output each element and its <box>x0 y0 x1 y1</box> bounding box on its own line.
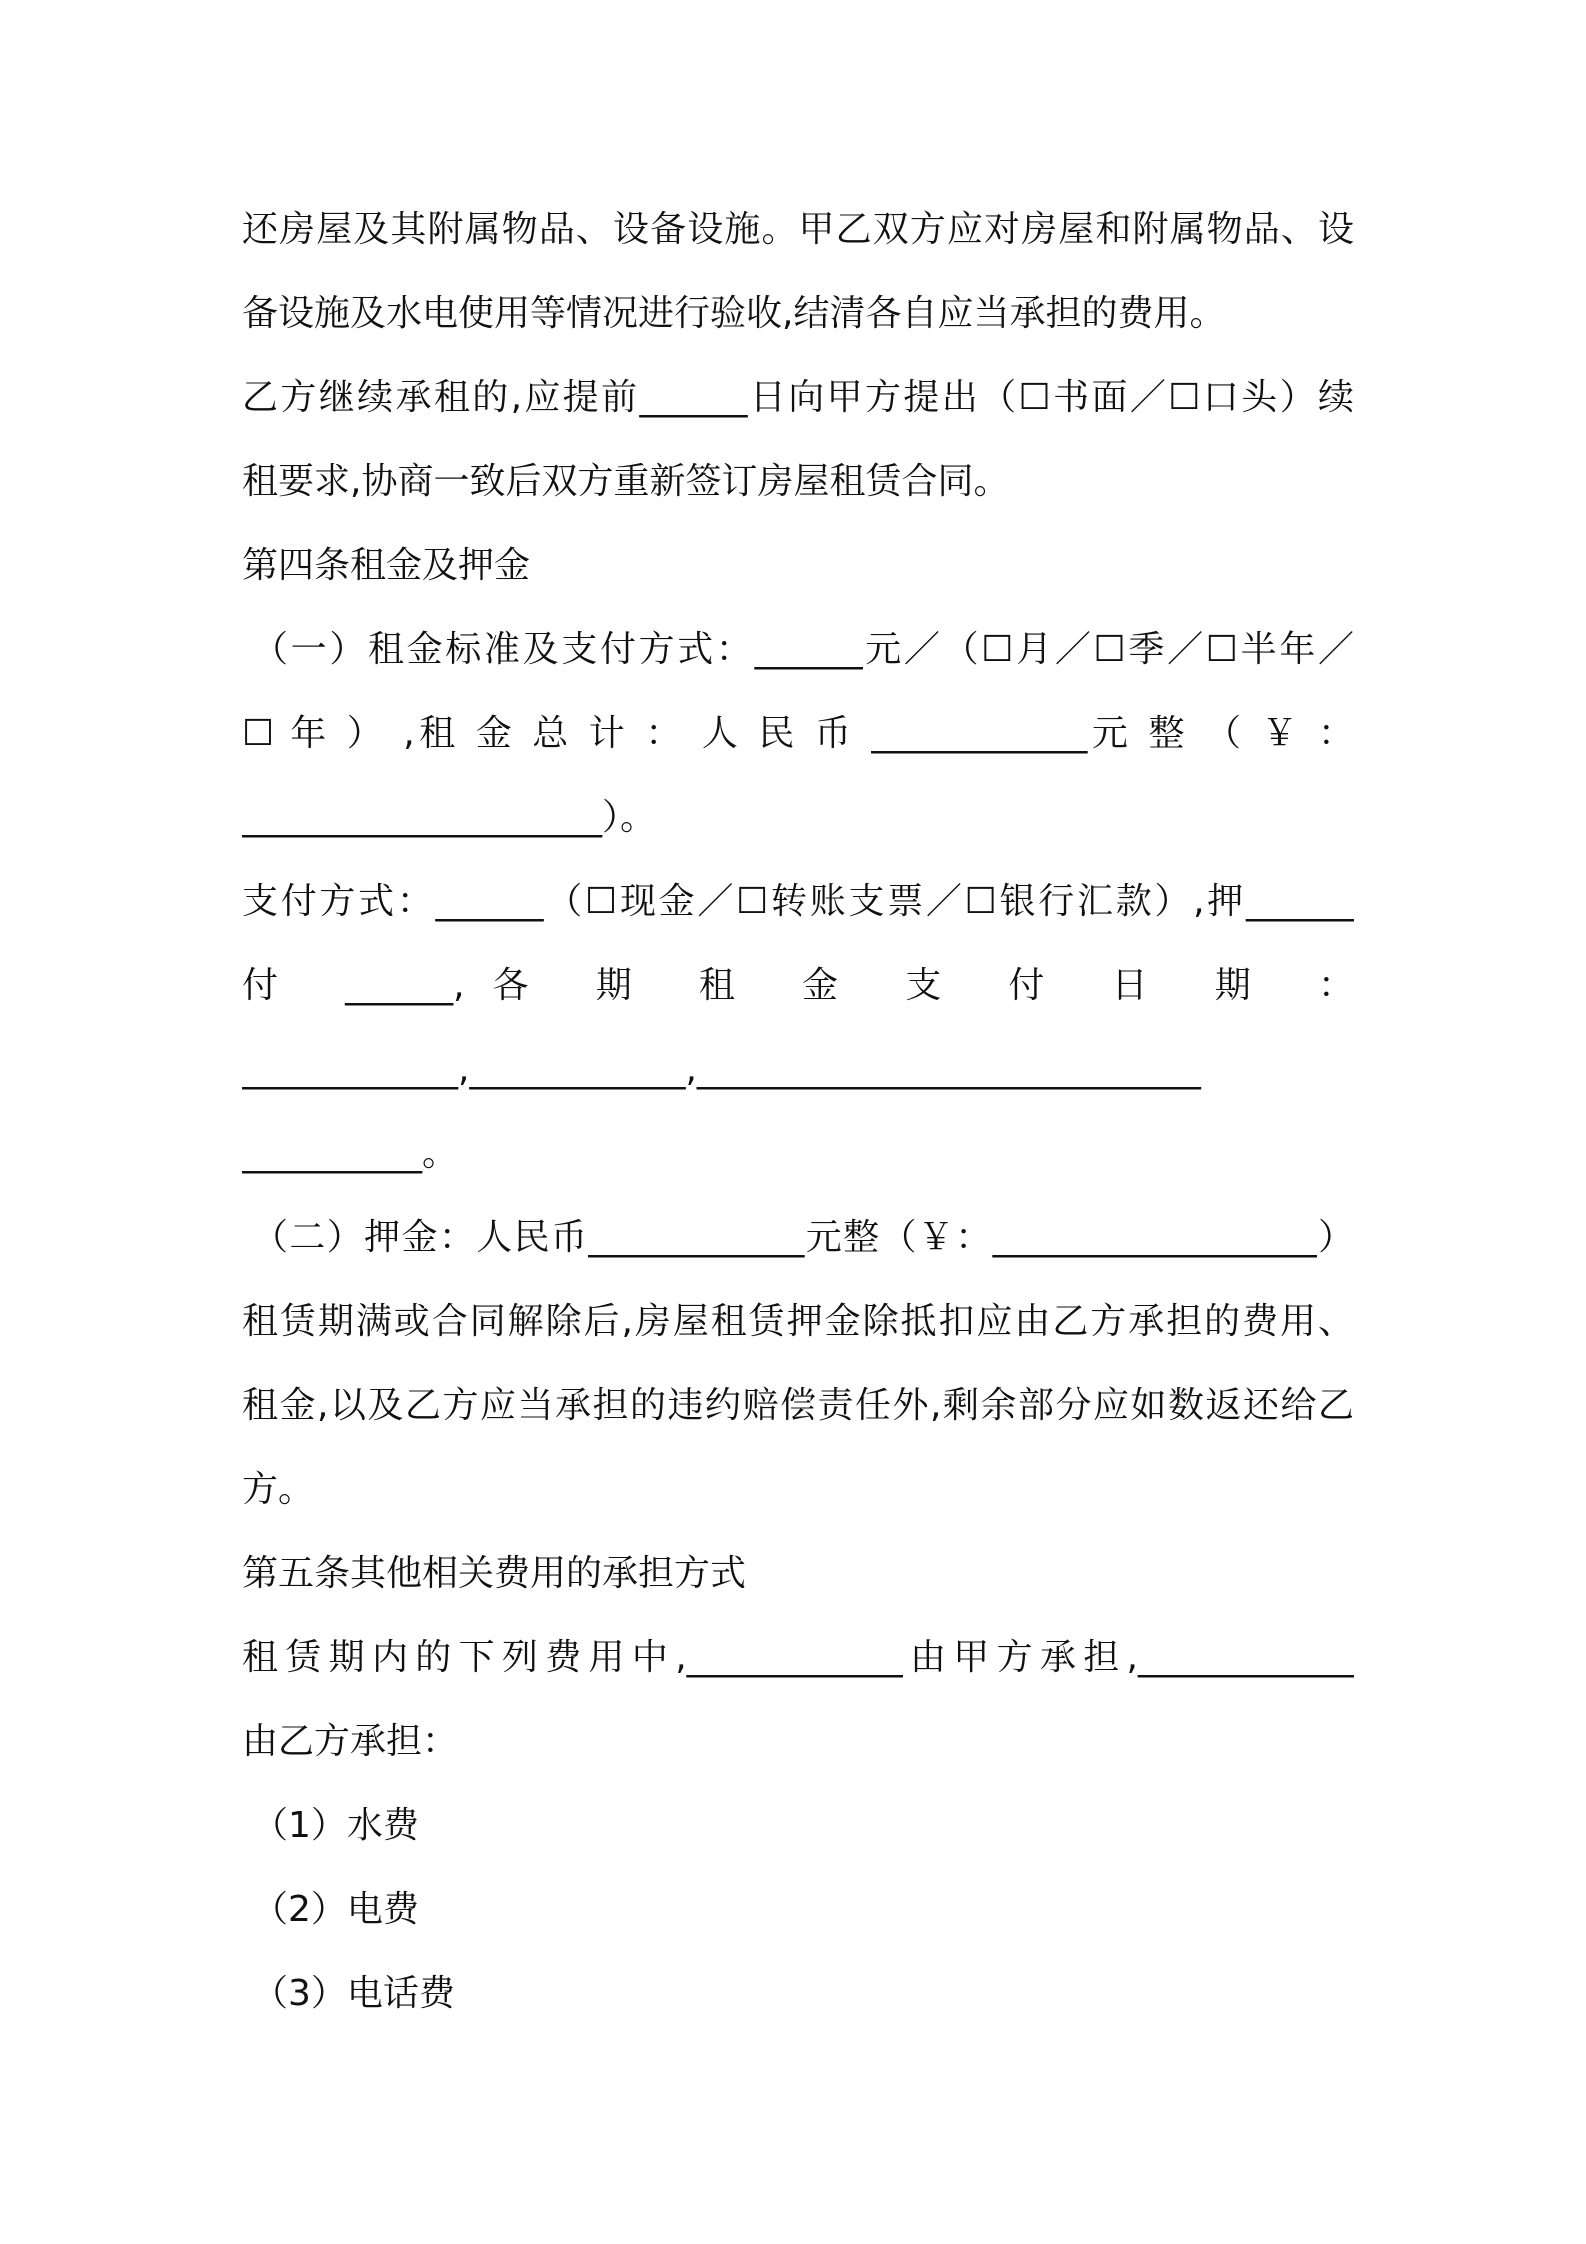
paragraph-line: ____________,____________,____________________________ <box>242 1049 1201 1090</box>
paragraph-line: 支付方式：______（☐现金／☐转账支票／☐银行汇款）,押______ <box>242 881 1354 922</box>
section-heading: 第四条租金及押金 <box>242 545 531 586</box>
paragraph-line: （一）租金标准及支付方式：______元／（☐月／☐季／☐半年／ <box>252 629 1354 670</box>
list-item: （2）电费 <box>252 1889 419 1930</box>
paragraph-line: __________。 <box>242 1133 459 1174</box>
paragraph-line: 付 ______,各 期 租 金 支 付 日 期 ： <box>242 965 1354 1006</box>
paragraph-line: 还房屋及其附属物品、设备设施。甲乙双方应对房屋和附属物品、设 <box>242 209 1354 250</box>
paragraph-line: 由乙方承担： <box>242 1721 459 1762</box>
paragraph-line: 备设施及水电使用等情况进行验收,结清各自应当承担的费用。 <box>242 293 1226 334</box>
paragraph-line: ____________________）。 <box>242 797 657 838</box>
list-item: （1）水费 <box>252 1805 419 1846</box>
paragraph-line: 乙方继续承租的,应提前______日向甲方提出（☐书面／☐口头）续 <box>242 377 1354 418</box>
paragraph-line: 租金,以及乙方应当承担的违约赔偿责任外,剩余部分应如数返还给乙 <box>242 1385 1354 1426</box>
paragraph-line: 租要求,协商一致后双方重新签订房屋租赁合同。 <box>242 461 1010 502</box>
paragraph-line: ☐ 年 ） ,租 金 总 计 ： 人 民 币 ____________元 整 （ ￥ ： <box>242 713 1354 754</box>
paragraph-line: （二）押金：人民币____________元整（￥：__________________） <box>252 1217 1354 1258</box>
section-heading: 第五条其他相关费用的承担方式 <box>242 1553 747 1594</box>
paragraph-line: 租赁期满或合同解除后,房屋租赁押金除抵扣应由乙方承担的费用、 <box>242 1301 1354 1342</box>
paragraph-line: 租赁期内的下列费用中,____________由甲方承担,____________ <box>242 1637 1354 1678</box>
list-item: （3）电话费 <box>252 1973 455 2014</box>
paragraph-line: 方。 <box>242 1469 315 1510</box>
